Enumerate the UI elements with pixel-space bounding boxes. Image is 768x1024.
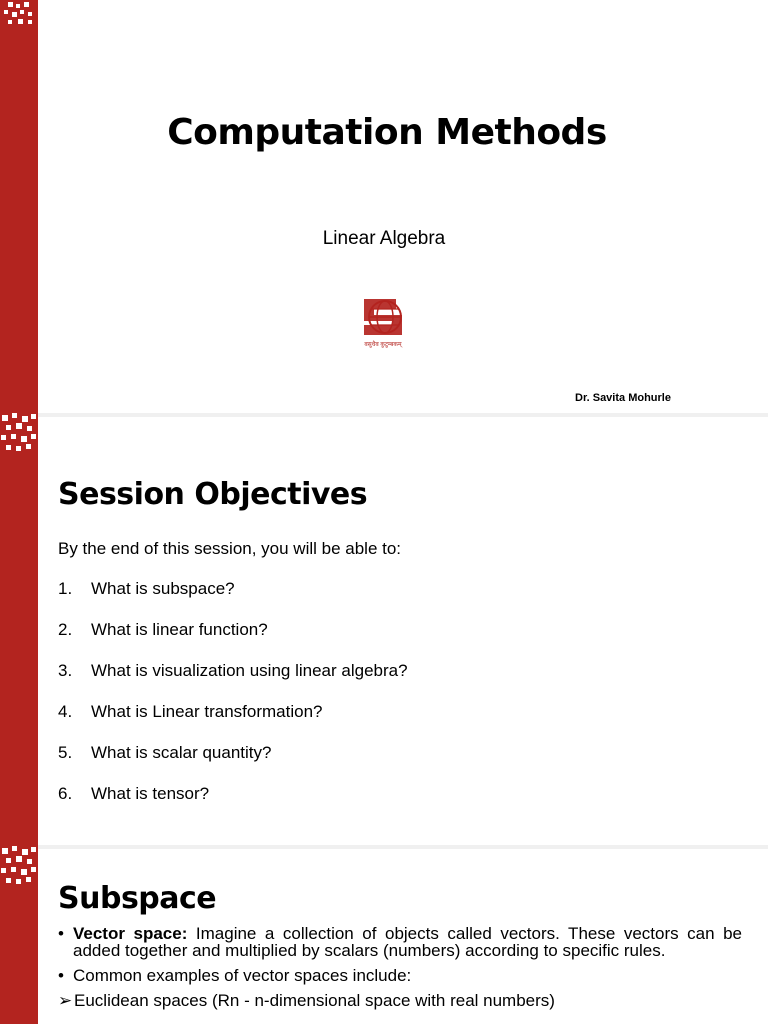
item-text: What is visualization using linear algebra?: [91, 661, 408, 680]
list-item: [58, 661, 408, 702]
slide-subtitle: Linear Algebra: [322, 228, 446, 249]
intro-text: By the end of this session, you will be able to:: [58, 539, 402, 558]
objectives-slide: [0, 415, 768, 845]
bullet-text: Common examples of vector spaces include:: [73, 966, 412, 985]
item-number: 5.: [58, 743, 73, 762]
list-item: [58, 702, 408, 743]
slide-title: Computation Methods: [167, 112, 607, 153]
slide-title: Subspace: [58, 881, 217, 916]
item-text: What is scalar quantity?: [91, 743, 272, 762]
item-number: 2.: [58, 620, 73, 639]
list-item: [58, 784, 408, 825]
list-item: [58, 579, 408, 620]
bullet-item: [58, 925, 742, 959]
objectives-list: [58, 579, 408, 825]
bullet-text: Imagine a collection of objects called vectors. These vectors can be added together and multiplied by scalars (numbers) according to specific rules.: [73, 924, 743, 960]
sub-bullet-text: Euclidean spaces (Rn - n-dimensional space with real numbers): [74, 991, 555, 1010]
item-text: What is tensor?: [91, 784, 210, 803]
bullet-item: [58, 967, 742, 984]
item-number: 4.: [58, 702, 73, 721]
bullet-icon: •: [58, 966, 64, 985]
item-text: What is Linear transformation?: [91, 702, 323, 721]
item-text: What is linear function?: [91, 620, 268, 639]
bullet-term: Vector space:: [73, 924, 188, 943]
logo-motto: वसुधैव कुटुम्बकम्: [364, 342, 402, 348]
sub-bullet-item: [0, 992, 684, 1009]
list-item: [58, 743, 408, 784]
title-slide: [0, 0, 768, 415]
item-text: What is subspace?: [91, 579, 235, 598]
bullet-list: [58, 925, 742, 1009]
bullet-icon: •: [58, 924, 64, 943]
subspace-slide: [0, 845, 768, 1024]
item-number: 1.: [58, 579, 73, 598]
item-number: 3.: [58, 661, 73, 680]
slide-title: Session Objectives: [58, 477, 368, 512]
item-number: 6.: [58, 784, 73, 803]
list-item: [58, 620, 408, 661]
arrow-bullet-icon: ➢: [58, 991, 73, 1010]
author-name: Dr. Savita Mohurle: [575, 392, 671, 404]
